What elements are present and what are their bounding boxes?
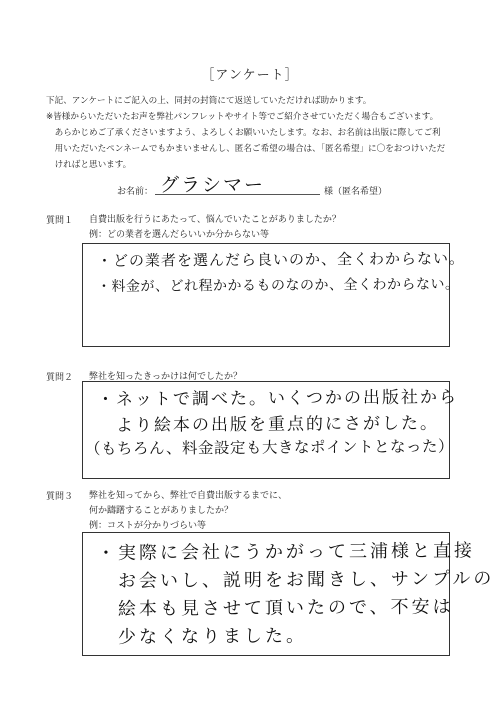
answer-2-line: （もちろん、料金設定も大きなポイントとなった） [84, 437, 454, 458]
question-2-label: 質問２ [46, 373, 74, 383]
question-3-label: 質問３ [46, 492, 74, 502]
question-text-line: 自費出版を行うにあたって、悩んでいたことがありましたか？ [89, 215, 341, 225]
intro-line: ければと思います。 [46, 160, 132, 170]
question-text-line: 例：コストが分かりづらい等 [89, 521, 207, 531]
intro-line: 用いただいたペンネームでもかまいませんし、匿名ご希望の場合は、「匿名希望」に〇をおつけいただ [46, 144, 446, 154]
question-1-text [89, 213, 341, 243]
answer-3-line: 少なくなりました。 [96, 625, 308, 648]
answer-2-line: ・ネットで調べた。いくつかの出版社から [96, 387, 459, 410]
question-1-label: 質問１ [46, 216, 74, 226]
name-underline [155, 194, 320, 195]
answer-3-line: お会いし、説明をお聞きし、サンプルの [96, 568, 495, 592]
question-text-line: 何か躊躇することがありましたか？ [89, 506, 234, 516]
question-text-line: 弊社を知ってから、弊社で自費出版するまでに、 [89, 491, 288, 501]
handwritten-name: グラシマー [160, 174, 266, 196]
question-3-text [89, 489, 287, 534]
name-label: お名前： [117, 187, 154, 197]
answer-1-line: ・どの業者を選んだら良いのか、全くわからない。 [96, 249, 466, 270]
answer-1-line: ・料金が、どれ程かかるものなのか、全くわからない。 [96, 276, 460, 295]
survey-title: ［アンケート］ [201, 68, 299, 83]
question-text-line: 例：どの業者を選んだらいいか分からない等 [89, 230, 270, 240]
intro-line: ※皆様からいただいたお声を弊社パンフレットやサイト等でご紹介させていただく場合もございます。 [46, 112, 439, 122]
intro-text [46, 93, 466, 173]
answer-2-line: より絵本の出版を重点的にさがした。 [96, 413, 440, 436]
question-text-line: 弊社を知ったきっかけは何でしたか？ [89, 372, 243, 382]
answer-3-line: 絵本も見させて頂いたので、不安は [96, 596, 454, 620]
intro-line: あらかじめご了承くださいますよう、よろしくお願いいたします。なお、お名前は出版に際してご利 [46, 128, 441, 138]
answer-3-line: ・実際に会社にうかがって三浦様と直接 [96, 540, 476, 564]
name-suffix: 様（匿名希望） [324, 187, 388, 197]
intro-line: 下記、アンケートにご記入の上、同封の封筒にて返送していただければ助かります。 [46, 96, 372, 106]
